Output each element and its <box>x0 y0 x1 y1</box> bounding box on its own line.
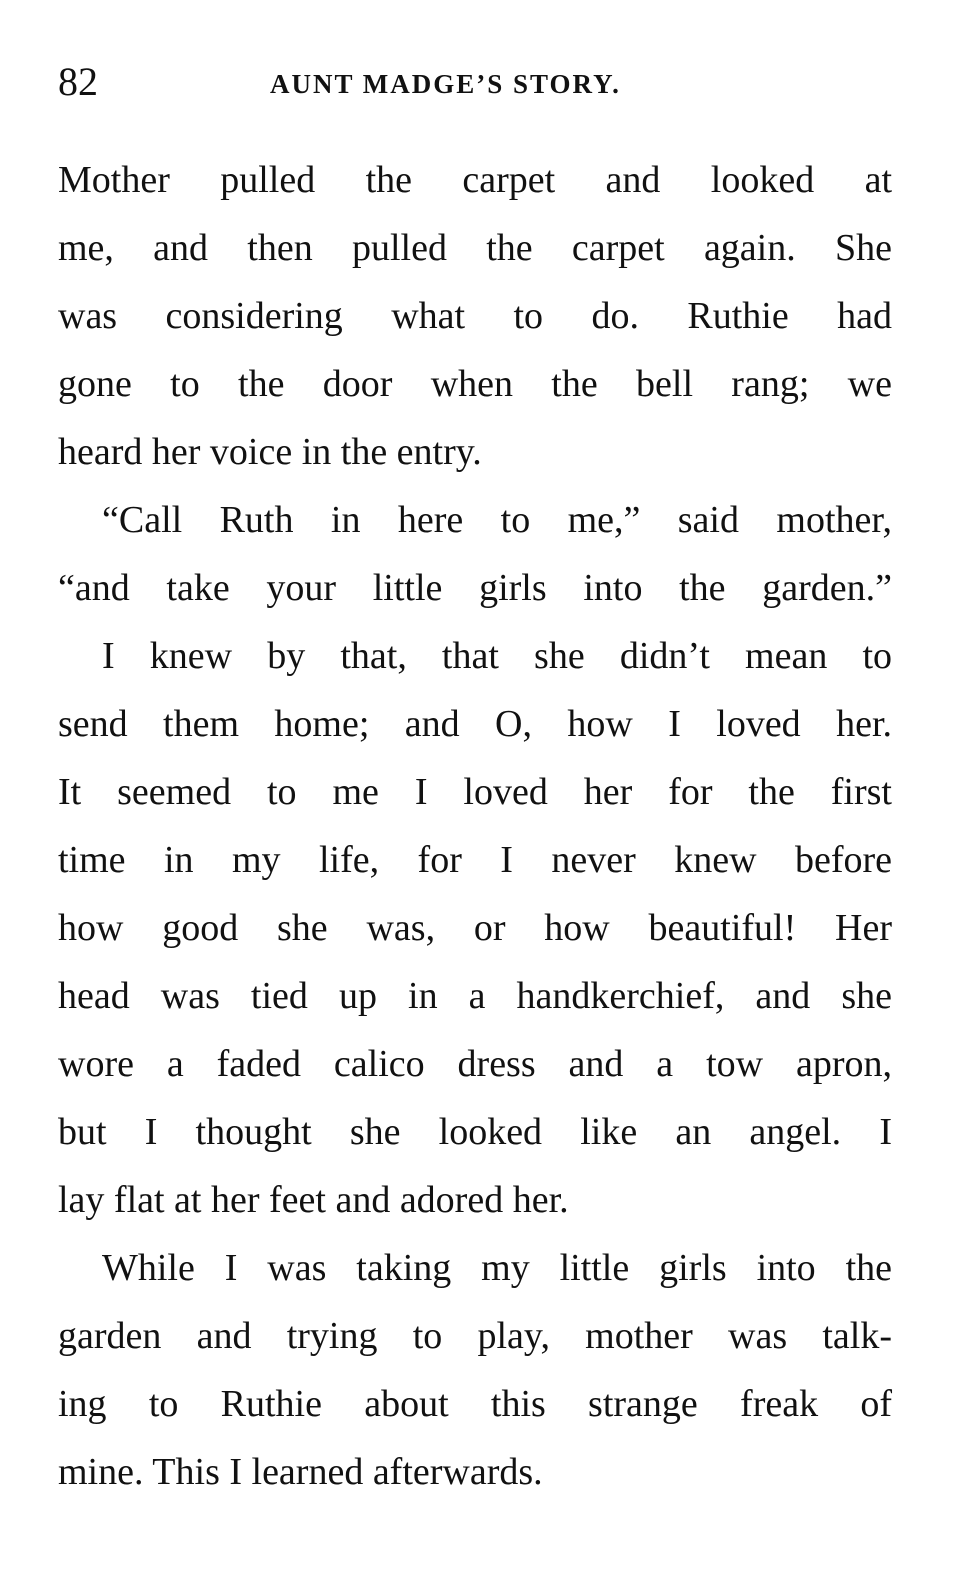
text-line: garden and trying to play, mother was talk- <box>58 1315 892 1357</box>
text-line: head was tied up in a handkerchief, and she <box>58 975 892 1017</box>
text-line: gone to the door when the bell rang; we <box>58 363 892 405</box>
text-line: Mother pulled the carpet and looked at <box>58 159 892 201</box>
text-line: me, and then pulled the carpet again. She <box>58 227 892 269</box>
text-line: send them home; and O, how I loved her. <box>58 703 892 745</box>
text-line: While I was taking my little girls into the <box>102 1247 892 1289</box>
text-line: I knew by that, that she didn’t mean to <box>102 635 892 677</box>
paragraph <box>58 622 892 1234</box>
running-head: AUNT MADGE’S STORY. <box>270 69 621 99</box>
text-line: wore a faded calico dress and a tow apron, <box>58 1043 892 1085</box>
text-line: ing to Ruthie about this strange freak of <box>58 1383 892 1425</box>
text-line: was considering what to do. Ruthie had <box>58 295 892 337</box>
text-line: “and take your little girls into the garden.” <box>58 567 892 609</box>
paragraph <box>58 146 892 486</box>
paragraph <box>58 486 892 622</box>
page-number: 82 <box>58 59 98 104</box>
paragraph <box>58 1234 892 1506</box>
text-line: heard her voice in the entry. <box>58 431 482 473</box>
page-header <box>58 58 898 106</box>
text-line: how good she was, or how beautiful! Her <box>58 907 892 949</box>
text-line: but I thought she looked like an angel. I <box>58 1111 892 1153</box>
text-line: mine. This I learned afterwards. <box>58 1451 543 1493</box>
text-line: lay flat at her feet and adored her. <box>58 1179 569 1221</box>
body-text <box>58 146 892 1506</box>
text-line: time in my life, for I never knew before <box>58 839 892 881</box>
text-line: It seemed to me I loved her for the first <box>58 771 892 813</box>
text-line: “Call Ruth in here to me,” said mother, <box>102 499 892 541</box>
